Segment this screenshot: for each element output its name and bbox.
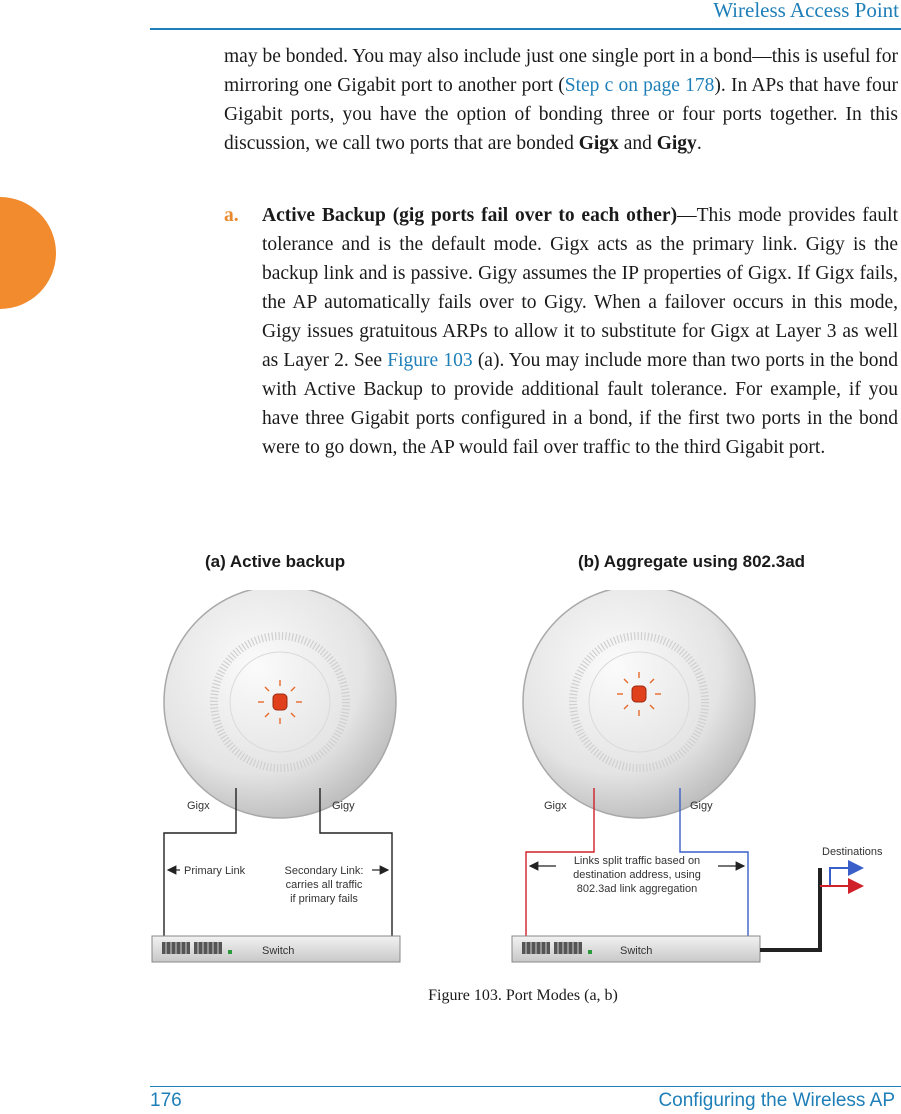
intro-paragraph [224, 42, 898, 158]
list-item-text-2: (a). You may include more than two ports in the bond with Active Backup to provide additional fault tolerance. For example, if you have three Gigabit ports configured in a bond, if the first two ports in the bond were to go down, the AP would fail over traffic to the third Gigabit port. [262, 350, 898, 458]
step-c-link[interactable]: Step c on page 178 [564, 75, 715, 96]
intro-end: . [696, 133, 702, 154]
intro-text-1: may be bonded. You may also include just one single port in a bond—this is useful for mirroring one Gigabit port to another port ( [224, 46, 898, 96]
list-item-body [262, 201, 898, 462]
switch-a [152, 936, 400, 962]
gigy-port-label-b: Gigy [690, 800, 713, 812]
gigx-port-label-b: Gigx [544, 800, 567, 812]
access-point-b [523, 590, 755, 818]
gigx-term: Gigx [578, 133, 619, 154]
chapter-tab-marker [0, 197, 56, 309]
running-header-title: Wireless Access Point [713, 0, 899, 22]
port-modes-figure [150, 590, 900, 970]
figure-caption: Figure 103. Port Modes (a, b) [428, 987, 618, 1004]
gigx-port-label-a: Gigx [187, 800, 210, 812]
destinations-connection [760, 868, 862, 950]
panel-a-active-backup [152, 590, 400, 962]
footer-section-title: Configuring the Wireless AP [658, 1090, 895, 1111]
page-number: 176 [150, 1090, 182, 1111]
list-item-text-1: —This mode provides fault tolerance and is the default mode. Gigx acts as the primary link. Gigy is the backup link and is passive. Gigy assumes the IP properties of Gigx. If Gigx fails, the AP automatically fails over to Gigy. When a failover occurs in this mode, Gigy issues gratuitous ARPs to allow it to substitute for Gigx at Layer 3 as well as Layer 2. See [262, 205, 898, 371]
panel-b-aggregate [512, 590, 883, 962]
figure-label-b: (b) Aggregate using 802.3ad [578, 552, 806, 571]
secondary-link-label-line3: if primary fails [290, 893, 358, 905]
intro-text-2: ). In APs that have four Gigabit ports, you have the option of bonding three or four ports together. In this discussion, we call two ports that are bonded [224, 75, 899, 154]
list-marker: a. [224, 205, 239, 226]
figure-label-a: (a) Active backup [205, 552, 346, 571]
list-item-title: Active Backup (gig ports fail over to each other) [262, 205, 678, 226]
access-point-a [164, 590, 396, 818]
gigy-term: Gigy [656, 133, 697, 154]
switch-b [512, 936, 760, 962]
header-rule [150, 28, 901, 30]
primary-link-label: Primary Link [184, 865, 246, 877]
switch-label-b: Switch [620, 945, 653, 957]
split-traffic-label-line2: destination address, using [573, 869, 701, 881]
footer-rule [150, 1086, 901, 1087]
figure-103-link[interactable]: Figure 103 [387, 350, 473, 371]
secondary-link-label-line2: carries all traffic [285, 879, 363, 891]
split-traffic-label-line3: 802.3ad link aggregation [576, 883, 698, 895]
gigy-port-label-a: Gigy [332, 800, 355, 812]
split-traffic-label-line1: Links split traffic based on [573, 855, 701, 867]
secondary-link-label-line1: Secondary Link: [284, 865, 364, 877]
list-item-active-backup [224, 201, 898, 462]
switch-label-a: Switch [262, 945, 295, 957]
destinations-label: Destinations [822, 846, 883, 858]
intro-and: and [618, 133, 657, 154]
